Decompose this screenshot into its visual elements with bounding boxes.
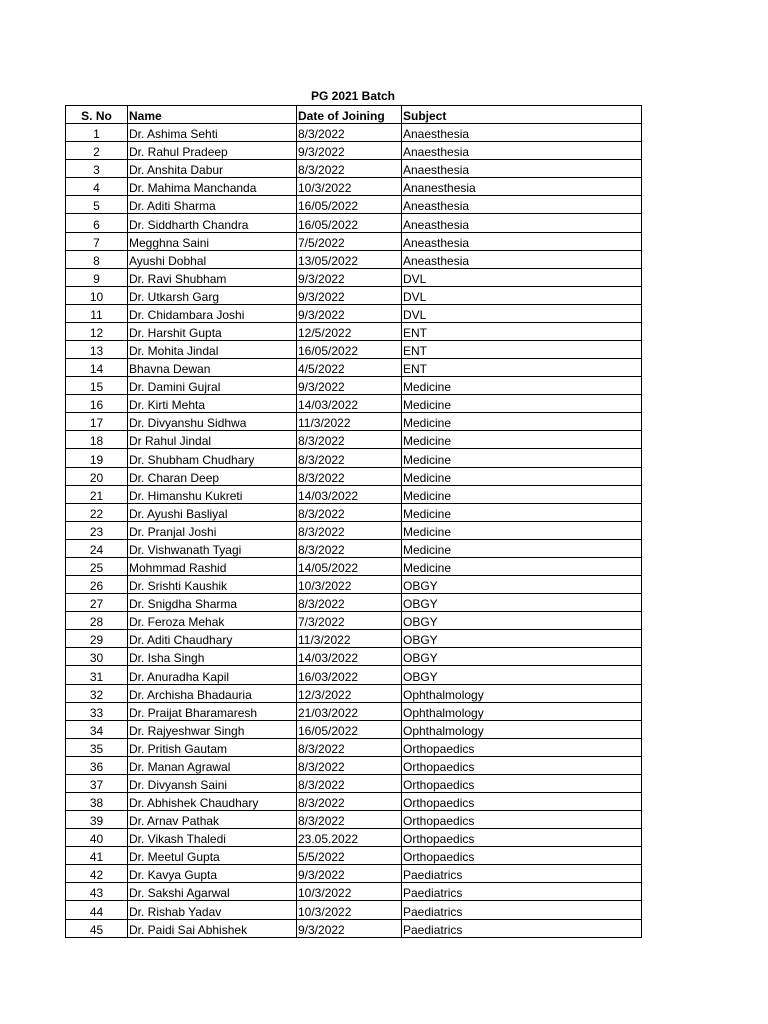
table-row <box>66 142 642 160</box>
cell-date-of-joining: 13/05/2022 <box>297 250 402 268</box>
cell-date-of-joining: 11/3/2022 <box>297 413 402 431</box>
cell-sno: 39 <box>66 811 128 829</box>
cell-date-of-joining: 16/03/2022 <box>297 666 402 684</box>
cell-name: Bhavna Dewan <box>128 359 297 377</box>
cell-subject: Orthopaedics <box>402 811 642 829</box>
cell-date-of-joining: 5/5/2022 <box>297 847 402 865</box>
cell-name: Dr. Utkarsh Garg <box>128 286 297 304</box>
cell-subject: ENT <box>402 359 642 377</box>
table-row <box>66 431 642 449</box>
cell-subject: Anaesthesia <box>402 142 642 160</box>
table-row <box>66 774 642 792</box>
cell-sno: 45 <box>66 919 128 937</box>
cell-subject: Orthopaedics <box>402 829 642 847</box>
cell-name: Dr. Harshit Gupta <box>128 322 297 340</box>
table-row <box>66 594 642 612</box>
cell-name: Dr. Ravi Shubham <box>128 268 297 286</box>
table-row <box>66 557 642 575</box>
cell-subject: Paediatrics <box>402 865 642 883</box>
cell-subject: Orthopaedics <box>402 774 642 792</box>
cell-subject: Medicine <box>402 413 642 431</box>
cell-date-of-joining: 8/3/2022 <box>297 521 402 539</box>
cell-date-of-joining: 12/5/2022 <box>297 322 402 340</box>
cell-subject: Paediatrics <box>402 901 642 919</box>
cell-subject: Medicine <box>402 503 642 521</box>
cell-subject: Medicine <box>402 557 642 575</box>
cell-date-of-joining: 8/3/2022 <box>297 467 402 485</box>
cell-sno: 24 <box>66 539 128 557</box>
cell-name: Dr. Shubham Chudhary <box>128 449 297 467</box>
cell-name: Dr. Aditi Sharma <box>128 196 297 214</box>
cell-subject: OBGY <box>402 576 642 594</box>
table-row <box>66 666 642 684</box>
cell-date-of-joining: 8/3/2022 <box>297 594 402 612</box>
table-row <box>66 124 642 142</box>
cell-sno: 34 <box>66 720 128 738</box>
table-row <box>66 322 642 340</box>
cell-subject: Medicine <box>402 539 642 557</box>
table-row <box>66 196 642 214</box>
cell-sno: 13 <box>66 341 128 359</box>
table-body <box>66 124 642 938</box>
cell-subject: DVL <box>402 286 642 304</box>
cell-sno: 27 <box>66 594 128 612</box>
table-row <box>66 919 642 937</box>
cell-sno: 11 <box>66 304 128 322</box>
cell-date-of-joining: 10/3/2022 <box>297 883 402 901</box>
cell-name: Dr. Kirti Mehta <box>128 395 297 413</box>
cell-subject: Medicine <box>402 431 642 449</box>
cell-name: Dr. Divyansh Saini <box>128 774 297 792</box>
cell-subject: Paediatrics <box>402 919 642 937</box>
table-row <box>66 792 642 810</box>
cell-sno: 10 <box>66 286 128 304</box>
table-row <box>66 576 642 594</box>
cell-subject: OBGY <box>402 612 642 630</box>
header-subject: Subject <box>402 106 642 124</box>
table-row <box>66 648 642 666</box>
table-row <box>66 847 642 865</box>
cell-date-of-joining: 10/3/2022 <box>297 178 402 196</box>
page-title: PG 2021 Batch <box>310 89 396 103</box>
cell-name: Dr. Kavya Gupta <box>128 865 297 883</box>
cell-date-of-joining: 8/3/2022 <box>297 811 402 829</box>
cell-subject: ENT <box>402 341 642 359</box>
cell-subject: Orthopaedics <box>402 738 642 756</box>
table-row <box>66 901 642 919</box>
cell-sno: 4 <box>66 178 128 196</box>
cell-subject: Aneasthesia <box>402 250 642 268</box>
cell-name: Dr. Anshita Dabur <box>128 160 297 178</box>
table-row <box>66 883 642 901</box>
table-row <box>66 341 642 359</box>
cell-date-of-joining: 21/03/2022 <box>297 702 402 720</box>
cell-date-of-joining: 16/05/2022 <box>297 196 402 214</box>
cell-name: Dr. Damini Gujral <box>128 377 297 395</box>
cell-name: Dr. Charan Deep <box>128 467 297 485</box>
table-row <box>66 268 642 286</box>
cell-subject: Ananesthesia <box>402 178 642 196</box>
cell-name: Dr. Abhishek Chaudhary <box>128 792 297 810</box>
cell-date-of-joining: 8/3/2022 <box>297 160 402 178</box>
cell-name: Dr. Archisha Bhadauria <box>128 684 297 702</box>
table-row <box>66 539 642 557</box>
cell-date-of-joining: 8/3/2022 <box>297 756 402 774</box>
cell-sno: 35 <box>66 738 128 756</box>
cell-sno: 1 <box>66 124 128 142</box>
cell-name: Dr. Vikash Thaledi <box>128 829 297 847</box>
cell-sno: 38 <box>66 792 128 810</box>
cell-sno: 9 <box>66 268 128 286</box>
cell-name: Dr. Meetul Gupta <box>128 847 297 865</box>
cell-date-of-joining: 12/3/2022 <box>297 684 402 702</box>
cell-name: Dr. Mahima Manchanda <box>128 178 297 196</box>
cell-name: Dr Rahul Jindal <box>128 431 297 449</box>
cell-date-of-joining: 8/3/2022 <box>297 792 402 810</box>
table-row <box>66 630 642 648</box>
cell-name: Dr. Manan Agrawal <box>128 756 297 774</box>
cell-name: Dr. Aditi Chaudhary <box>128 630 297 648</box>
table-row <box>66 521 642 539</box>
cell-subject: DVL <box>402 268 642 286</box>
cell-date-of-joining: 16/05/2022 <box>297 214 402 232</box>
cell-sno: 36 <box>66 756 128 774</box>
cell-subject: Aneasthesia <box>402 232 642 250</box>
cell-name: Dr. Arnav Pathak <box>128 811 297 829</box>
table-row <box>66 160 642 178</box>
cell-name: Dr. Siddharth Chandra <box>128 214 297 232</box>
cell-name: Dr. Snigdha Sharma <box>128 594 297 612</box>
cell-sno: 40 <box>66 829 128 847</box>
cell-name: Dr. Praijat Bharamaresh <box>128 702 297 720</box>
cell-name: Dr. Pranjal Joshi <box>128 521 297 539</box>
cell-date-of-joining: 8/3/2022 <box>297 449 402 467</box>
cell-name: Dr. Rahul Pradeep <box>128 142 297 160</box>
cell-name: Dr. Mohita Jindal <box>128 341 297 359</box>
cell-name: Dr. Paidi Sai Abhishek <box>128 919 297 937</box>
cell-name: Dr. Anuradha Kapil <box>128 666 297 684</box>
cell-subject: OBGY <box>402 648 642 666</box>
header-date-of-joining: Date of Joining <box>297 106 402 124</box>
cell-sno: 20 <box>66 467 128 485</box>
cell-date-of-joining: 8/3/2022 <box>297 431 402 449</box>
table-row <box>66 359 642 377</box>
cell-date-of-joining: 8/3/2022 <box>297 124 402 142</box>
cell-subject: Medicine <box>402 521 642 539</box>
cell-date-of-joining: 10/3/2022 <box>297 576 402 594</box>
table-row <box>66 612 642 630</box>
cell-name: Dr. Divyanshu Sidhwa <box>128 413 297 431</box>
table-row <box>66 738 642 756</box>
cell-subject: OBGY <box>402 594 642 612</box>
cell-name: Megghna Saini <box>128 232 297 250</box>
table-row <box>66 684 642 702</box>
cell-subject: Orthopaedics <box>402 756 642 774</box>
cell-date-of-joining: 23.05.2022 <box>297 829 402 847</box>
cell-subject: Medicine <box>402 395 642 413</box>
cell-sno: 14 <box>66 359 128 377</box>
cell-sno: 44 <box>66 901 128 919</box>
cell-sno: 2 <box>66 142 128 160</box>
cell-date-of-joining: 9/3/2022 <box>297 142 402 160</box>
cell-name: Dr. Rajyeshwar Singh <box>128 720 297 738</box>
cell-name: Dr. Sakshi Agarwal <box>128 883 297 901</box>
table-row <box>66 377 642 395</box>
cell-sno: 21 <box>66 485 128 503</box>
cell-date-of-joining: 9/3/2022 <box>297 286 402 304</box>
cell-name: Dr. Pritish Gautam <box>128 738 297 756</box>
cell-sno: 30 <box>66 648 128 666</box>
cell-sno: 31 <box>66 666 128 684</box>
cell-date-of-joining: 8/3/2022 <box>297 539 402 557</box>
cell-date-of-joining: 8/3/2022 <box>297 738 402 756</box>
cell-date-of-joining: 14/05/2022 <box>297 557 402 575</box>
cell-subject: Aneasthesia <box>402 214 642 232</box>
cell-sno: 3 <box>66 160 128 178</box>
cell-name: Dr. Vishwanath Tyagi <box>128 539 297 557</box>
cell-subject: Ophthalmology <box>402 720 642 738</box>
table-header-row <box>66 106 642 124</box>
cell-sno: 32 <box>66 684 128 702</box>
cell-subject: Medicine <box>402 485 642 503</box>
cell-sno: 8 <box>66 250 128 268</box>
table-row <box>66 449 642 467</box>
cell-subject: Paediatrics <box>402 883 642 901</box>
cell-date-of-joining: 8/3/2022 <box>297 774 402 792</box>
cell-date-of-joining: 10/3/2022 <box>297 901 402 919</box>
cell-sno: 33 <box>66 702 128 720</box>
cell-subject: Orthopaedics <box>402 847 642 865</box>
cell-name: Dr. Himanshu Kukreti <box>128 485 297 503</box>
cell-sno: 41 <box>66 847 128 865</box>
cell-name: Dr. Srishti Kaushik <box>128 576 297 594</box>
cell-sno: 43 <box>66 883 128 901</box>
cell-date-of-joining: 9/3/2022 <box>297 377 402 395</box>
cell-subject: Anaesthesia <box>402 160 642 178</box>
cell-subject: Ophthalmology <box>402 684 642 702</box>
table-row <box>66 702 642 720</box>
table-row <box>66 232 642 250</box>
cell-date-of-joining: 9/3/2022 <box>297 865 402 883</box>
cell-subject: Ophthalmology <box>402 702 642 720</box>
cell-subject: Medicine <box>402 467 642 485</box>
table-row <box>66 811 642 829</box>
table-row <box>66 467 642 485</box>
table-row <box>66 214 642 232</box>
table-row <box>66 756 642 774</box>
cell-date-of-joining: 9/3/2022 <box>297 268 402 286</box>
cell-date-of-joining: 11/3/2022 <box>297 630 402 648</box>
cell-date-of-joining: 9/3/2022 <box>297 304 402 322</box>
cell-subject: Anaesthesia <box>402 124 642 142</box>
cell-name: Dr. Rishab Yadav <box>128 901 297 919</box>
cell-name: Dr. Ayushi Basliyal <box>128 503 297 521</box>
cell-date-of-joining: 8/3/2022 <box>297 503 402 521</box>
cell-sno: 37 <box>66 774 128 792</box>
header-sno: S. No <box>66 106 128 124</box>
cell-sno: 6 <box>66 214 128 232</box>
cell-subject: Orthopaedics <box>402 792 642 810</box>
table-row <box>66 720 642 738</box>
cell-sno: 18 <box>66 431 128 449</box>
cell-sno: 15 <box>66 377 128 395</box>
cell-sno: 42 <box>66 865 128 883</box>
cell-sno: 12 <box>66 322 128 340</box>
cell-sno: 19 <box>66 449 128 467</box>
cell-date-of-joining: 16/05/2022 <box>297 341 402 359</box>
cell-sno: 28 <box>66 612 128 630</box>
cell-name: Dr. Feroza Mehak <box>128 612 297 630</box>
cell-sno: 25 <box>66 557 128 575</box>
table-row <box>66 250 642 268</box>
cell-sno: 23 <box>66 521 128 539</box>
table-row <box>66 304 642 322</box>
cell-name: Dr. Ashima Sehti <box>128 124 297 142</box>
cell-name: Ayushi Dobhal <box>128 250 297 268</box>
table-row <box>66 286 642 304</box>
cell-sno: 22 <box>66 503 128 521</box>
cell-sno: 7 <box>66 232 128 250</box>
table-row <box>66 865 642 883</box>
cell-sno: 29 <box>66 630 128 648</box>
cell-date-of-joining: 9/3/2022 <box>297 919 402 937</box>
cell-date-of-joining: 14/03/2022 <box>297 648 402 666</box>
cell-subject: OBGY <box>402 630 642 648</box>
header-name: Name <box>128 106 297 124</box>
cell-date-of-joining: 16/05/2022 <box>297 720 402 738</box>
cell-name: Dr. Isha Singh <box>128 648 297 666</box>
cell-date-of-joining: 7/5/2022 <box>297 232 402 250</box>
table-row <box>66 503 642 521</box>
cell-subject: DVL <box>402 304 642 322</box>
cell-date-of-joining: 4/5/2022 <box>297 359 402 377</box>
cell-date-of-joining: 14/03/2022 <box>297 395 402 413</box>
table-row <box>66 395 642 413</box>
cell-subject: Aneasthesia <box>402 196 642 214</box>
cell-date-of-joining: 14/03/2022 <box>297 485 402 503</box>
table-row <box>66 485 642 503</box>
cell-date-of-joining: 7/3/2022 <box>297 612 402 630</box>
table-row <box>66 178 642 196</box>
cell-subject: Medicine <box>402 377 642 395</box>
table-row <box>66 829 642 847</box>
cell-sno: 17 <box>66 413 128 431</box>
cell-sno: 5 <box>66 196 128 214</box>
cell-subject: ENT <box>402 322 642 340</box>
cell-subject: OBGY <box>402 666 642 684</box>
cell-name: Dr. Chidambara Joshi <box>128 304 297 322</box>
cell-sno: 26 <box>66 576 128 594</box>
batch-table <box>65 105 642 938</box>
cell-subject: Medicine <box>402 449 642 467</box>
cell-sno: 16 <box>66 395 128 413</box>
cell-name: Mohmmad Rashid <box>128 557 297 575</box>
table-row <box>66 413 642 431</box>
